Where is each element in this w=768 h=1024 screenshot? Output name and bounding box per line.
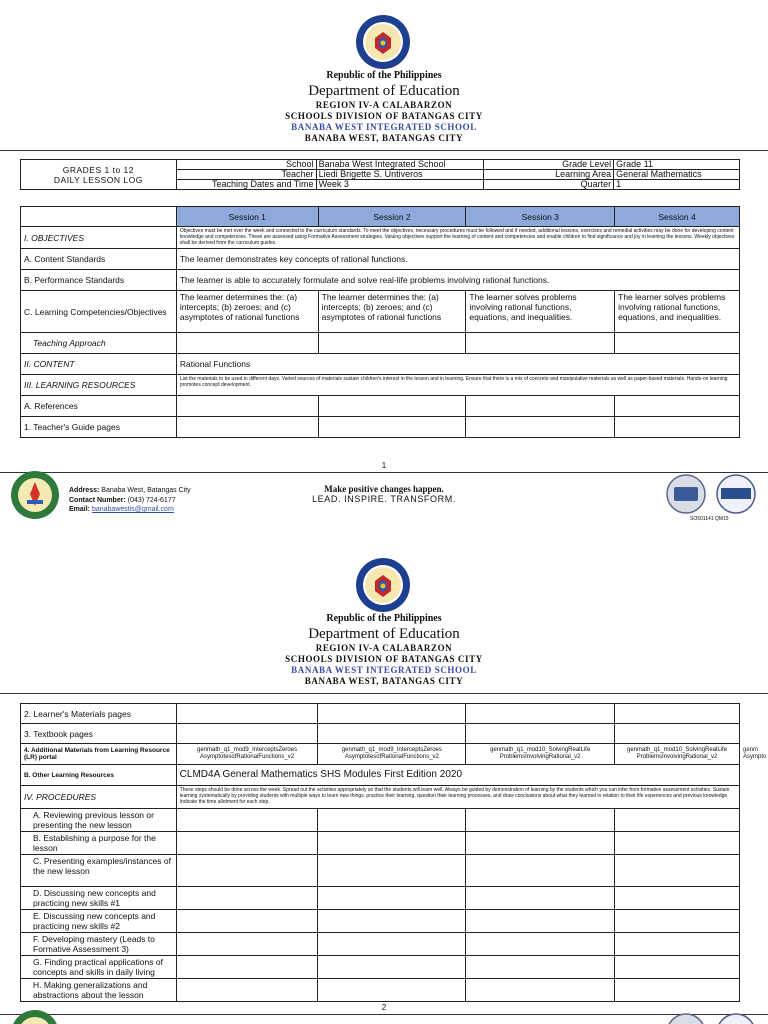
footer-divider <box>0 1014 768 1015</box>
performance-standards-value: The learner is able to accurately formulate and solve real-life problems involving rational functions. <box>176 270 739 291</box>
contact-value: (043) 724-6177 <box>127 496 176 504</box>
procedure-step-g: G. Finding practical applications of concepts and skills in daily living <box>21 956 177 979</box>
content-standards-value: The learner demonstrates key concepts of rational functions. <box>176 249 739 270</box>
address-label: Address: <box>69 487 100 494</box>
competencies-label: C. Learning Competencies/Objectives <box>21 291 177 333</box>
teacher-value: Liedi Brigette S. Untiveros <box>316 170 484 180</box>
iqnet-certification-icon <box>713 474 759 514</box>
deped-seal-icon <box>355 14 411 70</box>
content-standards-label: A. Content Standards <box>21 249 177 270</box>
teaching-dates-value: Week 3 <box>316 180 484 190</box>
slogan-line: Make positive changes happen. <box>324 484 444 494</box>
other-resources-value: CLMD4A General Mathematics SHS Modules First Edition 2020 <box>176 765 739 786</box>
daily-lesson-log-table <box>20 206 740 438</box>
other-resources-label: B. Other Learning Resources <box>21 765 177 786</box>
deped-seal-icon <box>355 557 411 613</box>
additional-material-session-4: genmath_q1_mod10_SolvingRealLife ProblemsInvolvingRational_v2 <box>615 744 740 765</box>
iso-certification-icon <box>662 1013 710 1024</box>
grades-label: GRADES 1 to 12 <box>62 164 135 175</box>
procedure-step-e: E. Discussing new concepts and practicing new skills #2 <box>21 910 177 933</box>
address-value: Banaba West, Batangas City <box>101 487 191 494</box>
iqnet-certification-icon <box>713 1013 759 1024</box>
page-2 <box>0 543 768 1024</box>
school-value: Banaba West Integrated School <box>316 160 484 170</box>
procedures-label: IV. PROCEDURES <box>21 786 177 809</box>
region-line: REGION IV-A CALABARZON <box>315 100 453 110</box>
procedure-step-a: A. Reviewing previous lesson or presenting the new lesson <box>21 809 177 832</box>
procedure-step-b: B. Establishing a purpose for the lesson <box>21 832 177 855</box>
school-line: BANABA WEST INTEGRATED SCHOOL <box>291 122 477 132</box>
email-link[interactable]: banabawestis@gmail.com <box>91 506 174 513</box>
tagline-line: LEAD. INSPIRE. TRANSFORM. <box>312 494 456 504</box>
procedure-step-h: H. Making generalizations and abstractions about the lesson <box>21 979 177 1002</box>
daily-lesson-log-table-continued <box>20 703 740 1002</box>
additional-material-session-3: genmath_q1_mod10_SolvingRealLife ProblemsInvolvingRational_v2 <box>466 744 615 765</box>
learning-area-label: Learning Area <box>484 170 614 180</box>
performance-standards-label: B. Performance Standards <box>21 270 177 291</box>
republic-line: Republic of the Philippines <box>326 70 442 81</box>
additional-material-session-1: genmath_q1_mod9_InterceptsZeroes AsymptotesofRationalFunctions_v2 <box>176 744 318 765</box>
department-line: Department of Education <box>308 626 460 642</box>
school-logo-icon <box>10 1009 60 1024</box>
slogan-block <box>0 484 768 504</box>
objectives-note: Objectives must be met over the week and connected to the curriculum standards. To meet the objectives, necessary procedures must be followed and if needed, additional lessons, exercises and remedial activities may be done for developing content knowledge and competencies. These are assessed using Formative Assessment strategies. Valuing objectives support the learning of content and competencies and enable children to find significance and joy in learning the lessons. Weekly objectives shall be derived from the curriculum guides. <box>176 227 739 249</box>
email-label: Email: <box>69 506 91 513</box>
letterhead <box>0 613 768 687</box>
header-divider <box>0 693 768 694</box>
location-line: BANABA WEST, BATANGAS CITY <box>304 676 464 686</box>
procedures-note: These steps should be done across the week. Spread out the activities appropriately so that the students will learn well. Always be guided by demonstration of learning by the students which you can infer from formative assessment activities. Sustain learning systematically by providing students with multiple ways to learn new things, practice their learning, question their learning processes, and draw conclusions about what they learned in relation to their life experiences and previous knowledge. Indicate the time allotment for each step. <box>176 786 739 809</box>
quarter-value: 1 <box>614 180 740 190</box>
iso-certification-icon <box>662 474 710 514</box>
procedure-step-f: F. Developing mastery (Leads to Formative Assessment 3) <box>21 933 177 956</box>
learning-resources-label: III. LEARNING RESOURCES <box>21 375 177 396</box>
textbook-pages-label: 3. Textbook pages <box>21 724 177 744</box>
region-line: REGION IV-A CALABARZON <box>315 643 453 653</box>
procedure-step-d: D. Discussing new concepts and practicing new skills #1 <box>21 887 177 910</box>
grades-cell <box>21 160 177 190</box>
competency-session-3: The learner solves problems involving rational functions, equations, and inequalities. <box>466 291 615 333</box>
contact-label: Contact Number: <box>69 496 126 504</box>
page-number: 2 <box>381 1003 387 1012</box>
content-label: II. CONTENT <box>21 354 177 375</box>
session-4-header: Session 4 <box>615 207 740 227</box>
teaching-dates-label: Teaching Dates and Time <box>176 180 316 190</box>
quarter-label: Quarter <box>484 180 614 190</box>
session-3-header: Session 3 <box>466 207 615 227</box>
location-line: BANABA WEST, BATANGAS CITY <box>304 133 464 143</box>
competency-session-1: The learner determines the: (a) intercepts; (b) zeroes; and (c) asymptotes of rational functions <box>176 291 318 333</box>
learning-area-value: General Mathematics <box>614 170 740 180</box>
competency-session-4: The learner solves problems involving rational functions, equations, and inequalities. <box>615 291 740 333</box>
division-line: SCHOOLS DIVISION OF BATANGAS CITY <box>285 111 483 121</box>
lesson-header-table <box>20 159 740 190</box>
log-title: DAILY LESSON LOG <box>53 174 143 185</box>
additional-material-session-2: genmath_q1_mod9_InterceptsZeroes AsymptotesofRationalFunctions_v2 <box>318 744 466 765</box>
content-value: Rational Functions <box>176 354 739 375</box>
learning-resources-note: List the materials to be used in different days. Varied sources of materials sustain children's interest in the lesson and in learning. Ensure that there is a mix of concrete and manipulative materials as well as paper-based materials. Hands-on learning promotes concept development. <box>176 375 739 396</box>
school-line: BANABA WEST INTEGRATED SCHOOL <box>291 665 477 675</box>
teaching-approach-label: Teaching Approach <box>21 333 177 354</box>
additional-materials-label: 4. Additional Materials from Learning Resource (LR) portal <box>21 744 177 765</box>
clipped-material-text: genm Asympto <box>743 747 767 760</box>
republic-line: Republic of the Philippines <box>326 613 442 624</box>
learners-materials-label: 2. Learner's Materials pages <box>21 704 177 724</box>
session-1-header: Session 1 <box>176 207 318 227</box>
references-label: A. References <box>21 396 177 417</box>
teacher-label: Teacher <box>176 170 316 180</box>
division-line: SCHOOLS DIVISION OF BATANGAS CITY <box>285 654 483 664</box>
footer-divider <box>0 472 768 473</box>
certification-code: SO501141 QM15 <box>690 516 729 522</box>
procedure-step-c: C. Presenting examples/instances of the new lesson <box>21 855 177 887</box>
department-line: Department of Education <box>308 83 460 99</box>
grade-level-value: Grade 11 <box>614 160 740 170</box>
teachers-guide-label: 1. Teacher's Guide pages <box>21 417 177 438</box>
competency-session-2: The learner determines the: (a) intercepts; (b) zeroes; and (c) asymptotes of rational functions <box>318 291 466 333</box>
grade-level-label: Grade Level <box>484 160 614 170</box>
page-number: 1 <box>381 461 387 470</box>
letterhead <box>0 70 768 144</box>
session-2-header: Session 2 <box>318 207 466 227</box>
school-label: School <box>176 160 316 170</box>
objectives-label: I. OBJECTIVES <box>21 227 177 249</box>
header-divider <box>0 150 768 151</box>
corner-cell <box>21 207 177 227</box>
